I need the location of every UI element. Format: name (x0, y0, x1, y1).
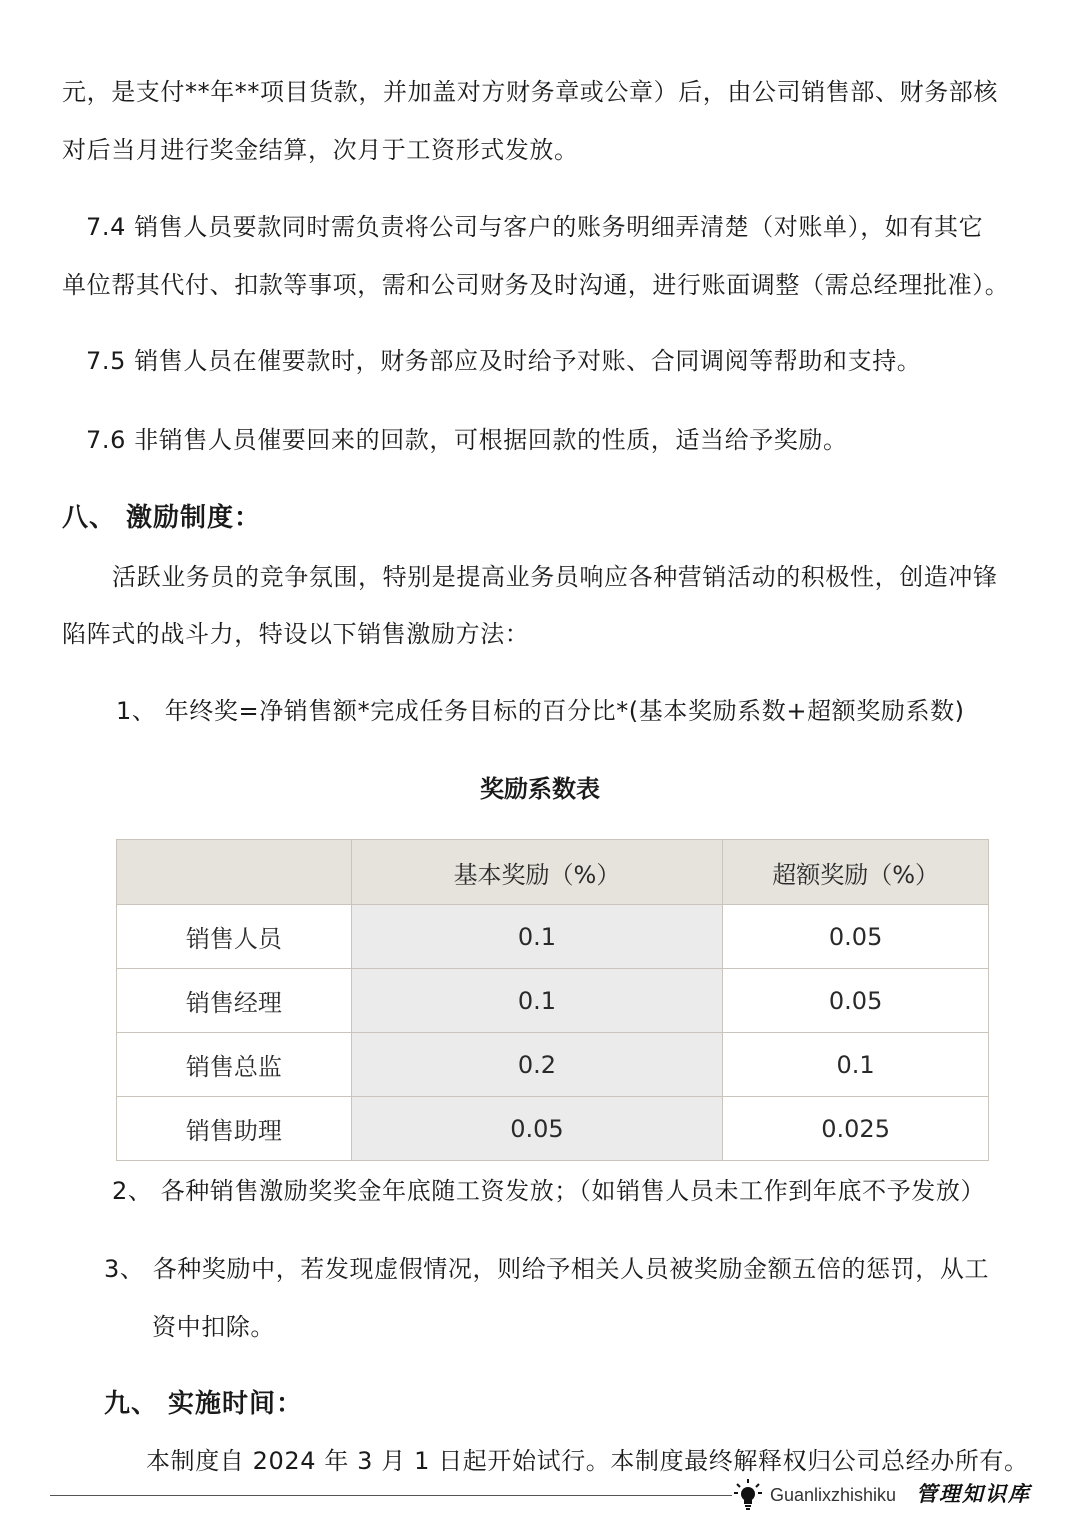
extra-reward-cell: 0.025 (723, 1097, 989, 1161)
header-cell-extra-reward: 超额奖励（%） (723, 840, 989, 905)
list-item-1: 1、 年终奖=净销售额*完成任务目标的百分比*(基本奖励系数+超额奖励系数) (116, 697, 965, 725)
base-reward-cell: 0.1 (351, 905, 723, 969)
clause-7-5: 7.5 销售人员在催要款时，财务部应及时给予对账、合同调阅等帮助和支持。 (86, 347, 922, 375)
section-8-intro-line: 陷阵式的战斗力，特设以下销售激励方法： (62, 620, 530, 648)
table-row (117, 905, 989, 969)
list-item-2: 2、 各种销售激励奖奖金年底随工资发放；（如销售人员未工作到年底不予发放） (112, 1177, 986, 1205)
section-9-text: 本制度自 2024 年 3 月 1 日起开始试行。本制度最终解释权归公司总经办所有。 (146, 1447, 1029, 1475)
extra-reward-cell: 0.05 (723, 905, 989, 969)
role-cell: 销售总监 (117, 1033, 352, 1097)
section-9-heading: 九、 实施时间： (104, 1389, 304, 1419)
table-row (117, 1033, 989, 1097)
list-item-3-line: 3、 各种奖励中，若发现虚假情况，则给予相关人员被奖励金额五倍的惩罚，从工 (104, 1255, 990, 1283)
extra-reward-cell: 0.05 (723, 969, 989, 1033)
paragraph-line: 元，是支付**年**项目货款，并加盖对方财务章或公章）后，由公司销售部、财务部核 (62, 78, 998, 106)
section-8-intro-line: 活跃业务员的竞争氛围，特别是提高业务员响应各种营销活动的积极性，创造冲锋 (112, 563, 998, 591)
table-row (117, 969, 989, 1033)
reward-coefficient-table (116, 839, 989, 1161)
footer-divider (50, 1495, 732, 1496)
lightbulb-icon (734, 1478, 762, 1512)
section-8-heading: 八、 激励制度： (62, 503, 262, 533)
paragraph-line: 对后当月进行奖金结算，次月于工资形式发放。 (62, 136, 579, 164)
clause-7-6: 7.6 非销售人员催要回来的回款，可根据回款的性质，适当给予奖励。 (86, 426, 848, 454)
footer-brand-en: Guanlixzhishiku (770, 1485, 897, 1505)
role-cell: 销售助理 (117, 1097, 352, 1161)
clause-7-4-line: 单位帮其代付、扣款等事项，需和公司财务及时沟通，进行账面调整（需总经理批准）。 (62, 271, 1010, 299)
table-caption: 奖励系数表 (480, 775, 600, 803)
table-row (117, 1097, 989, 1161)
table-header-row (117, 840, 989, 905)
list-item-3-line: 资中扣除。 (152, 1313, 275, 1341)
clause-7-4-line: 7.4 销售人员要款同时需负责将公司与客户的账务明细弄清楚（对账单），如有其它 (86, 213, 984, 241)
header-cell-empty (117, 840, 352, 905)
extra-reward-cell: 0.1 (723, 1033, 989, 1097)
footer-brand-cn: 管理知识库 (916, 1482, 1031, 1506)
role-cell: 销售人员 (117, 905, 352, 969)
base-reward-cell: 0.1 (351, 969, 723, 1033)
base-reward-cell: 0.2 (351, 1033, 723, 1097)
base-reward-cell: 0.05 (351, 1097, 723, 1161)
header-cell-base-reward: 基本奖励（%） (351, 840, 723, 905)
role-cell: 销售经理 (117, 969, 352, 1033)
